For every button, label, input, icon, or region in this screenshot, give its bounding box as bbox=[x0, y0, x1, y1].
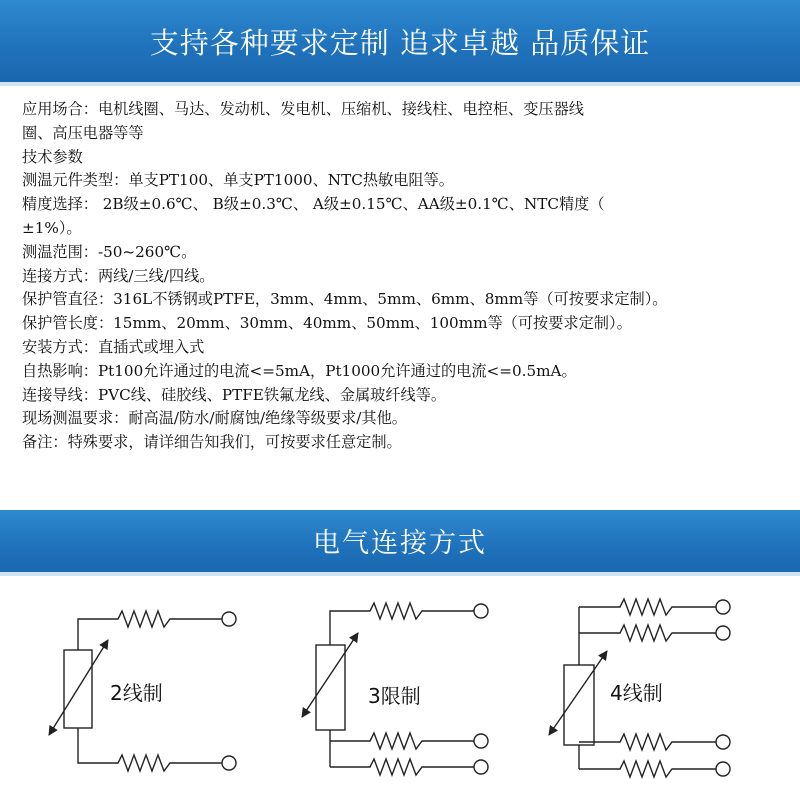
two-wire-lower-terminal bbox=[222, 756, 236, 770]
spec-line-connection: 连接方式：两线/三线/四线。 bbox=[22, 266, 215, 285]
spec-line-accuracy: 精度选择： 2B级±0.6℃、 B级±0.3℃、 A级±0.15℃、AA级±0.1℃、NTC精度（ bbox=[22, 195, 605, 214]
header-title: 支持各种要求定制 追求卓越 品质保证 bbox=[149, 26, 651, 60]
four-wire-lead-2 bbox=[579, 625, 716, 641]
two-wire-adjust-arrow bbox=[49, 640, 108, 735]
four-wire-terminal-3 bbox=[716, 735, 730, 749]
spec-line-tube-length: 保护管长度：15mm、20mm、30mm、40mm、50mm、100mm等（可按要求定制）。 bbox=[22, 314, 632, 333]
wiring-diagrams bbox=[0, 585, 800, 800]
spec-line-remarks: 备注：特殊要求，请详细告知我们，可按要求任意定制。 bbox=[22, 433, 402, 452]
three-wire-middle-lead bbox=[330, 733, 474, 749]
three-wire-middle-terminal bbox=[474, 734, 488, 748]
two-wire-upper-lead bbox=[78, 611, 222, 650]
three-wire-label: 3限制 bbox=[368, 684, 421, 708]
four-wire-label: 4线制 bbox=[610, 681, 663, 705]
four-wire-lead-4 bbox=[579, 761, 716, 777]
four-wire-terminal-1 bbox=[716, 600, 730, 614]
top-banner bbox=[0, 0, 800, 86]
spec-line-wire: 连接导线：PVC线、硅胶线、PTFE铁氟龙线、金属玻纤线等。 bbox=[22, 385, 447, 404]
four-wire-lead-3 bbox=[579, 734, 716, 750]
spec-line-accuracy-cont: ±1%）。 bbox=[22, 218, 82, 237]
section-banner bbox=[0, 510, 800, 576]
four-wire-terminal-4 bbox=[716, 762, 730, 776]
spec-line-application: 应用场合：电机线圈、马达、发动机、发电机、压缩机、接线柱、电控柜、变压器线 bbox=[22, 100, 584, 118]
four-wire-adjust-arrow bbox=[549, 651, 607, 735]
spec-line-element-type: 测温元件类型：单支PT100、单支PT1000、NTC热敏电阻等。 bbox=[22, 171, 454, 190]
spec-line-tech-params: 技术参数 bbox=[22, 147, 83, 166]
spec-line-application-cont: 圈、高压电器等等 bbox=[22, 123, 144, 142]
three-wire-resistor-body bbox=[316, 645, 345, 730]
spec-line-field-requirements: 现场测温要求：耐高温/防水/耐腐蚀/绝缘等级要求/其他。 bbox=[22, 409, 407, 428]
spec-line-installation: 安装方式：直插式或埋入式 bbox=[22, 337, 205, 356]
spec-line-tube-diameter: 保护管直径：316L不锈钢或PTFE，3mm、4mm、5mm、6mm、8mm等（可按要求定制）。 bbox=[22, 290, 668, 309]
three-wire-upper-terminal bbox=[474, 604, 488, 618]
spec-line-self-heating: 自热影响：Pt100允许通过的电流<=5mA，Pt1000允许通过的电流<=0.5mA。 bbox=[22, 361, 577, 380]
four-wire-terminal-2 bbox=[716, 626, 730, 640]
spec-line-range: 测温范围：-50~260℃。 bbox=[22, 242, 197, 261]
three-wire-lower-terminal bbox=[474, 760, 488, 774]
three-wire-upper-lead bbox=[330, 603, 474, 645]
two-wire-lower-lead bbox=[78, 728, 222, 771]
three-wire-lower-lead bbox=[330, 759, 474, 775]
two-wire-label: 2线制 bbox=[110, 681, 163, 705]
two-wire-upper-terminal bbox=[222, 612, 236, 626]
spec-list bbox=[22, 98, 782, 455]
section-title: 电气连接方式 bbox=[313, 528, 487, 559]
four-wire-lead-1 bbox=[579, 599, 716, 615]
